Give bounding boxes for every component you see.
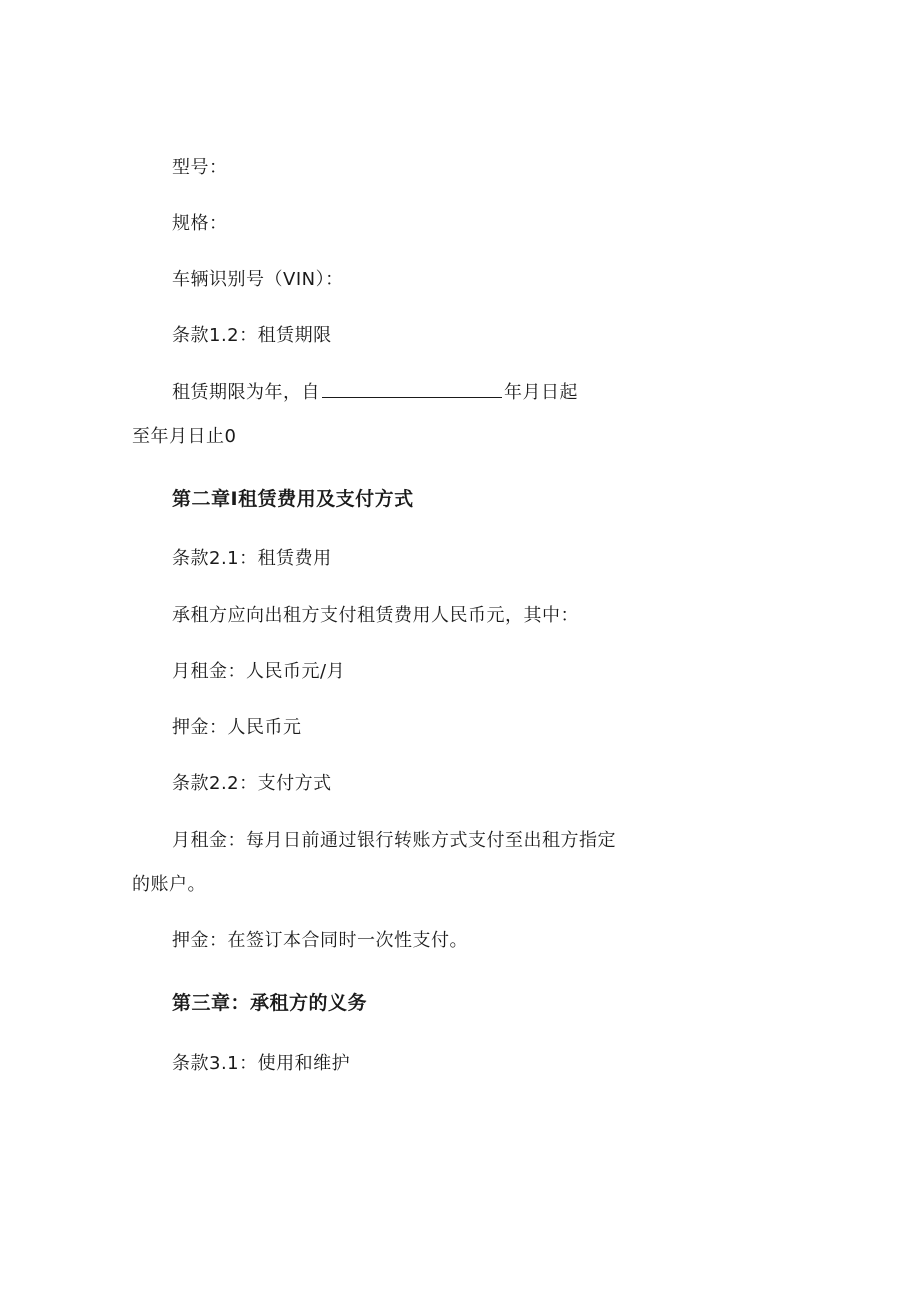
deposit-line: 押金：人民币元: [172, 717, 302, 738]
lease-term-text-start: 租赁期限为年，自: [172, 382, 320, 403]
chapter-3-heading: 第三章：承租方的义务: [172, 992, 368, 1014]
clause-2-2-heading: 条款2.2：支付方式: [172, 773, 332, 794]
lease-term-text-end: 年月日起: [504, 382, 578, 403]
clause-2-1-heading: 条款2.1：租赁费用: [172, 548, 332, 569]
spec-line: 规格：: [172, 213, 228, 234]
clause-3-1-heading: 条款3.1：使用和维护: [172, 1053, 351, 1074]
payment-deposit-line: 押金：在签订本合同时一次性支付。: [172, 930, 468, 951]
lease-term-continuation: 至年月日止0: [132, 426, 237, 447]
clause-1-2-heading: 条款1.2：租赁期限: [172, 325, 332, 346]
monthly-rent-line: 月租金：人民币元/月: [172, 661, 346, 682]
model-line: 型号：: [172, 157, 228, 178]
fee-total-line: 承租方应向出租方支付租赁费用人民币元，其中：: [172, 605, 579, 626]
vin-line: 车辆识别号（VIN）：: [172, 269, 344, 290]
lease-start-blank: [322, 381, 502, 398]
chapter-2-heading: 第二章I租赁费用及支付方式: [172, 488, 414, 510]
payment-monthly-line: 月租金：每月日前通过银行转账方式支付至出租方指定: [172, 830, 616, 851]
lease-term-line: [172, 381, 578, 405]
payment-monthly-continuation: 的账户。: [132, 874, 206, 895]
